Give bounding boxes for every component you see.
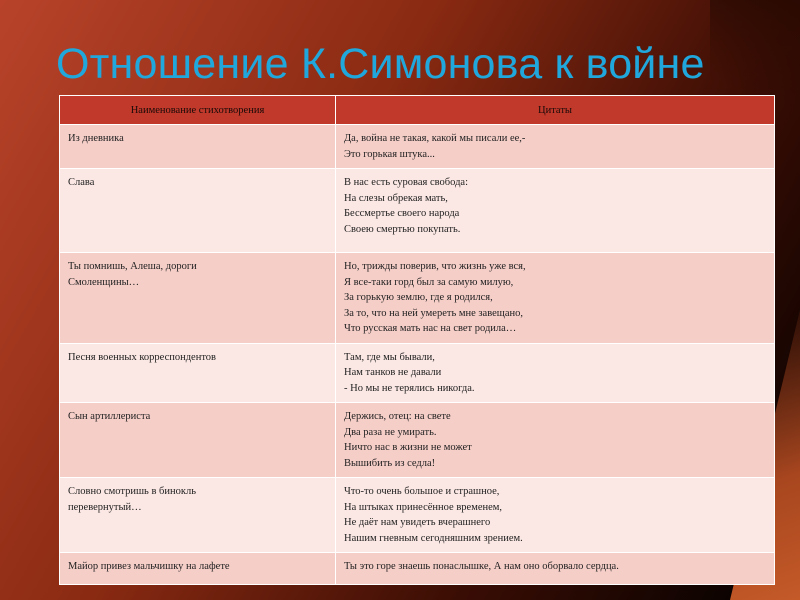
table-row	[60, 343, 775, 403]
quote-line: Там, где мы бывали,	[344, 351, 435, 363]
poem-title-cell	[60, 125, 336, 169]
quote-line: На слезы обрекая мать,	[344, 192, 448, 204]
quote-line: Вышибить из седла!	[344, 457, 436, 469]
poem-title-line: Из дневника	[68, 133, 124, 144]
table-row	[60, 553, 775, 585]
quote-line: Бессмертье своего народа	[344, 208, 460, 219]
table-header-row	[60, 96, 775, 125]
quote-line: Два раза не умирать.	[344, 426, 437, 438]
quote-line: Что-то очень большое и страшное,	[344, 486, 500, 497]
quote-line: За то, что на ней умереть мне завещано,	[344, 307, 524, 319]
quote-cell	[336, 343, 775, 403]
quote-line: Что русская мать нас на свет родила…	[344, 323, 517, 334]
table-row	[60, 403, 775, 478]
header-quotes: Цитаты	[336, 96, 775, 125]
quote-line: В нас есть суровая свобода:	[344, 177, 468, 188]
poem-title-line: Майор привез мальчишку на лафете	[68, 561, 230, 572]
table-row	[60, 169, 775, 253]
quote-line: Это горькая штука...	[344, 148, 435, 160]
quote-line: Держись, отец: на свете	[344, 411, 451, 422]
table-row	[60, 478, 775, 553]
quote-line: На штыках принесённое временем,	[344, 501, 503, 513]
poem-title-cell	[60, 343, 336, 403]
table-row	[60, 253, 775, 344]
quote-line: Нам танков не давали	[344, 367, 442, 378]
quote-line: Я все-таки горд был за самую милую,	[344, 276, 514, 288]
quote-line: За горькую землю, где я родился,	[344, 292, 493, 303]
quote-cell	[336, 478, 775, 553]
quote-line: Ничто нас в жизни не может	[344, 442, 472, 453]
quote-line: Своею смертью покупать.	[344, 223, 461, 235]
poem-title-line: Песня военных корреспондентов	[68, 351, 216, 363]
poem-title-line: Сын артиллериста	[68, 411, 151, 422]
poem-title-cell	[60, 403, 336, 478]
poem-title-cell	[60, 478, 336, 553]
table-row	[60, 125, 775, 169]
poem-title-line: перевернутый…	[68, 501, 142, 513]
quote-cell	[336, 403, 775, 478]
quote-line: Ты это горе знаешь понаслышке, А нам оно оборвало сердца.	[344, 561, 619, 572]
poem-title-cell	[60, 169, 336, 253]
quote-cell	[336, 169, 775, 253]
poems-table	[59, 95, 775, 585]
poem-title-line: Смоленщины…	[68, 276, 140, 288]
poem-title-line: Словно смотришь в бинокль	[68, 486, 196, 497]
slide-title: Отношение К.Симонова к войне	[56, 40, 705, 88]
quote-cell	[336, 553, 775, 585]
quote-line: Нашим гневным сегодняшним зрением.	[344, 532, 523, 544]
poem-title-cell	[60, 253, 336, 344]
table-body	[60, 125, 775, 585]
quote-cell	[336, 253, 775, 344]
quote-line: Не даёт нам увидеть вчерашнего	[344, 517, 491, 528]
quote-cell	[336, 125, 775, 169]
quote-line: Да, война не такая, какой мы писали ее,-	[344, 133, 526, 144]
header-poem-title: Наименование стихотворения	[60, 96, 336, 125]
poem-title-line: Ты помнишь, Алеша, дороги	[68, 261, 197, 272]
quote-line: - Но мы не терялись никогда.	[344, 382, 475, 394]
poem-title-line: Слава	[68, 177, 95, 188]
background-corner-shade	[710, 0, 800, 110]
quote-line: Но, трижды поверив, что жизнь уже вся,	[344, 261, 526, 272]
poem-title-cell	[60, 553, 336, 585]
